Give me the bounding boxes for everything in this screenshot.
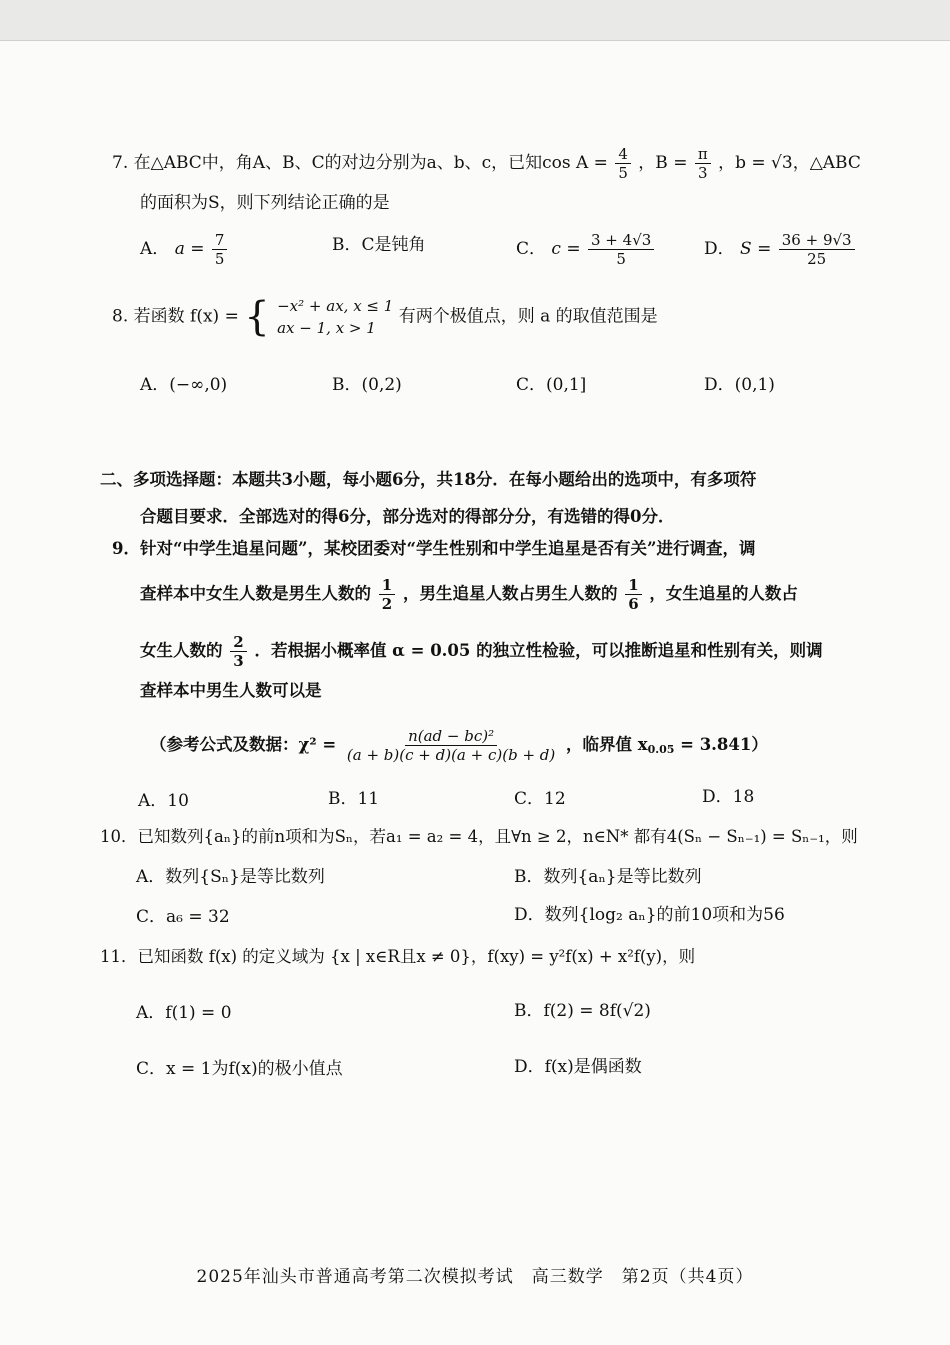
question-10-stem: 10．已知数列{aₙ}的前n项和为Sₙ，若a₁ = a₂ = 4，且∀n ≥ 2，n∈N* 都有4(Sₙ − Sₙ₋₁) = Sₙ₋₁，则 [100, 827, 858, 846]
question-10-option-d: D．数列{log₂ aₙ}的前10项和为56 [514, 905, 785, 925]
question-7-option-b: B．C是钝角 [332, 235, 426, 255]
question-7-stem-line2: 的面积为S，则下列结论正确的是 [140, 193, 390, 213]
question-7-option-d: D． S = $\frac{36 + 9√3}{25}$ [704, 231, 857, 268]
question-9-line3: 女生人数的 $\frac{2}{3}$ ．若根据小概率值 α = 0.05 的独立性检验，可以推断追星和性别有关，则调 [140, 633, 823, 670]
question-11-stem: 11．已知函数 f(x) 的定义域为 {x | x∈R且x ≠ 0}，f(xy) = y²f(x) + x²f(y)，则 [100, 947, 696, 966]
question-8-stem: 8. 若函数 f(x) = { −x² + ax, x ≤ 1 ax − 1, x > 1 有两个极值点，则 a 的取值范围是 [112, 294, 658, 340]
question-11-option-b: B．f(2) = 8f(√2) [514, 1001, 651, 1021]
page-footer: 2025年汕头市普通高考第二次模拟考试 高三数学 第2页（共4页） [196, 1267, 754, 1287]
question-11-option-d: D．f(x)是偶函数 [514, 1057, 642, 1077]
question-9-option-c: C．12 [514, 789, 566, 809]
question-9-formula: （参考公式及数据：χ² = $\frac{\text{n(ad − bc)²}}{(a + b)(c + d)(a + c)(b + d)}$ ，临界值 $x_{0.05} = 3.841$） [150, 727, 768, 764]
question-7-option-c: C． c = $\frac{3 + 4√3}{5}$ [516, 231, 656, 268]
question-9-line2: 查样本中女生人数是男生人数的 $\frac{1}{2}$ ，男生追星人数占男生人数的 $\frac{1}{6}$ ，女生追星的人数占 [140, 576, 798, 613]
exam-page [0, 40, 950, 1345]
cosA-fraction: $\frac{4}{5}$ [615, 145, 631, 182]
question-9-option-b: B．11 [328, 789, 380, 809]
question-8-option-b: B．(0,2) [332, 375, 402, 395]
chi-square-fraction: $\frac{\text{n(ad − bc)²}}{(a + b)(c + d)(a + c)(b + d)}$ [346, 727, 556, 764]
question-10-option-c: C．a₆ = 32 [136, 907, 230, 927]
question-11-option-a: A．f(1) = 0 [136, 1003, 232, 1023]
question-7-stem-line1: 7. 在△ABC中，角A、B、C的对边分别为a、b、c，已知cos A = $\frac{4}{5}$ ，B = $\frac{\pi}{3}$ ，b = √3，△ABC [112, 145, 861, 182]
angle-B-fraction: $\frac{\pi}{3}$ [695, 145, 711, 182]
question-7-option-a: A． a = $\frac{7}{5}$ [140, 231, 229, 268]
question-9-line4: 查样本中男生人数可以是 [140, 681, 322, 700]
question-9-option-d: D．18 [702, 787, 755, 807]
question-8-option-d: D．(0,1) [704, 375, 775, 395]
question-9-line1: 9．针对“中学生追星问题”，某校团委对“学生性别和中学生追星是否有关”进行调查，调 [112, 539, 756, 558]
question-10-option-a: A．数列{Sₙ}是等比数列 [136, 867, 325, 887]
piecewise-cases: −x² + ax, x ≤ 1 ax − 1, x > 1 [277, 297, 394, 337]
question-11-option-c: C．x = 1为f(x)的极小值点 [136, 1059, 343, 1079]
question-8-option-c: C．(0,1] [516, 375, 587, 395]
left-brace: { [244, 294, 270, 340]
section-2-heading: 二、多项选择题：本题共3小题，每小题6分，共18分．在每小题给出的选项中，有多项符 [100, 470, 757, 489]
question-10-option-b: B．数列{aₙ}是等比数列 [514, 867, 702, 887]
question-8-option-a: A．(−∞,0) [140, 375, 228, 395]
question-9-option-a: A．10 [138, 791, 189, 811]
section-2-instructions: 合题目要求．全部选对的得6分，部分选对的得部分分，有选错的得0分． [140, 507, 675, 526]
